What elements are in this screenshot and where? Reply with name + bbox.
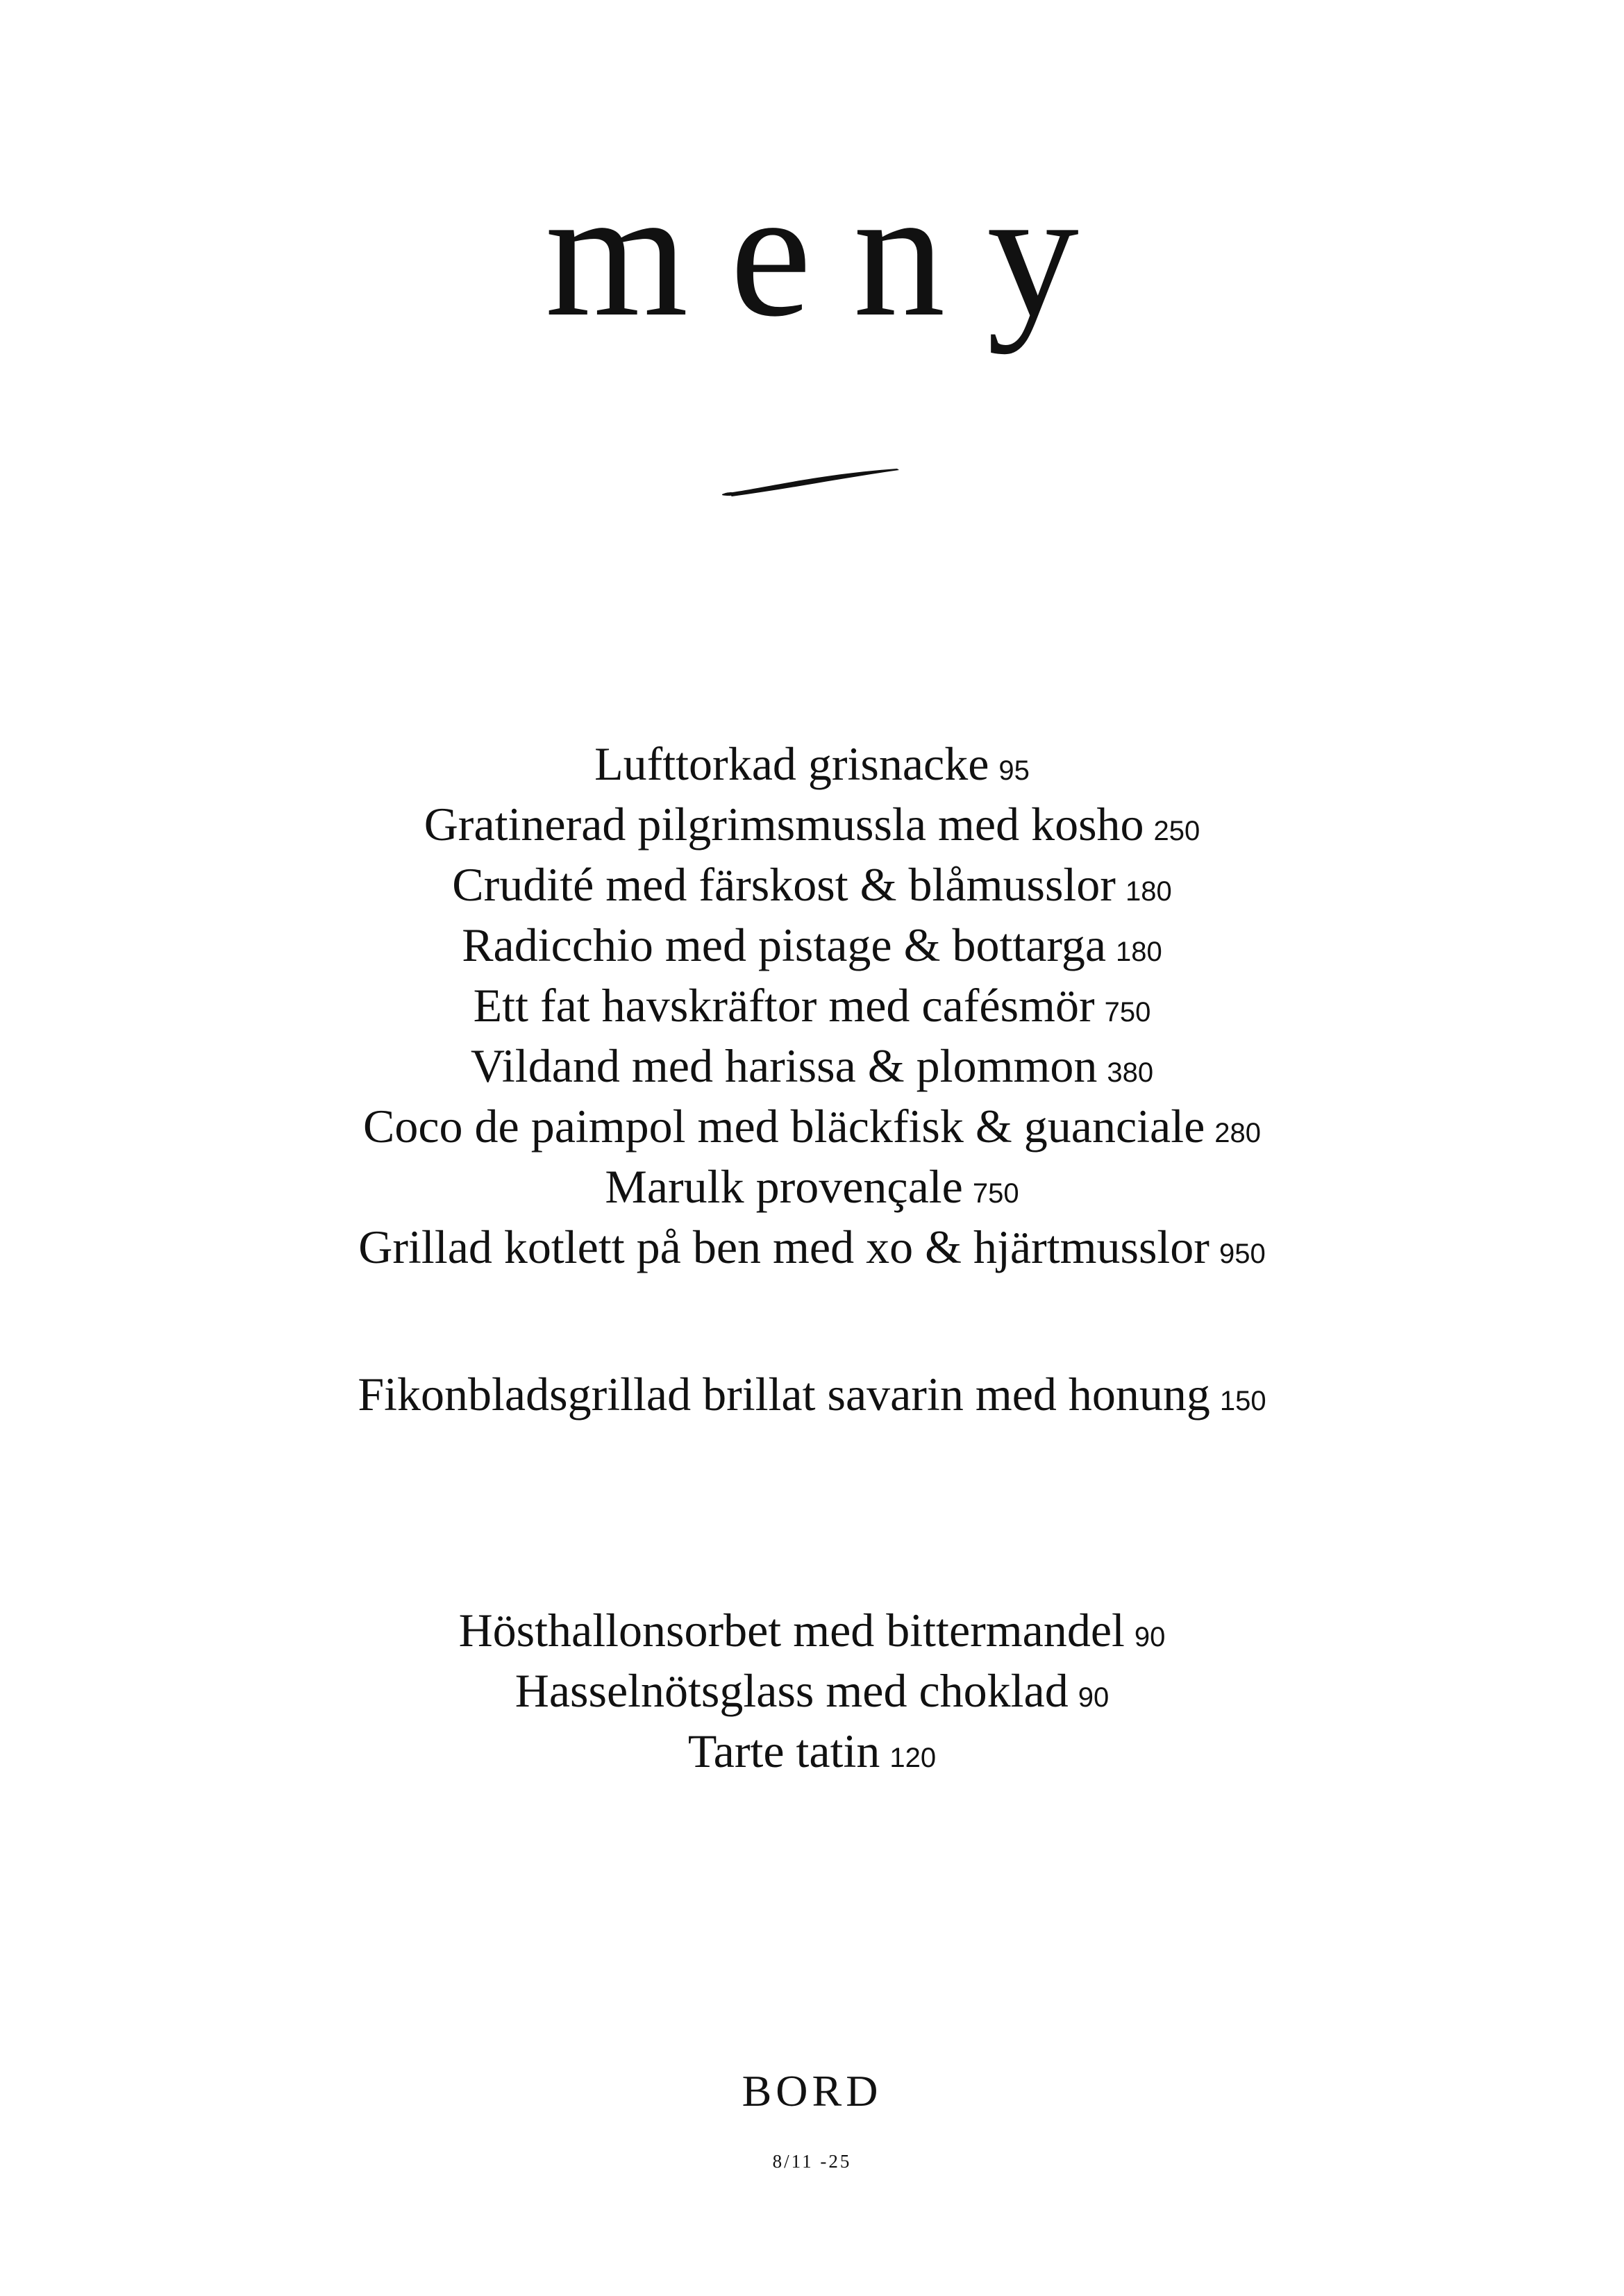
item-price: 280: [1214, 1118, 1262, 1148]
menu-item: [0, 1039, 1624, 1100]
item-price: 750: [1104, 997, 1151, 1028]
item-price: 90: [1134, 1622, 1166, 1652]
item-price: 180: [1116, 937, 1162, 967]
menu-item: [0, 1725, 1624, 1785]
item-name: Tarte tatin: [687, 1725, 880, 1777]
menu-item: [0, 1368, 1624, 1428]
item-name: Hösthallonsorbet med bittermandel: [458, 1604, 1125, 1657]
menu-item: [0, 1221, 1624, 1281]
item-name: Lufttorkad grisnacke: [594, 737, 989, 790]
item-price: 120: [889, 1743, 937, 1773]
menu-item: [0, 737, 1624, 798]
desserts-section: [0, 1604, 1624, 1785]
mains-section: [0, 737, 1624, 1281]
menu-item: [0, 919, 1624, 979]
item-price: 950: [1219, 1239, 1266, 1269]
item-name: Hasselnötsglass med choklad: [514, 1664, 1069, 1717]
menu-item: [0, 858, 1624, 919]
item-price: 90: [1078, 1682, 1110, 1713]
item-price: 250: [1153, 816, 1200, 846]
item-name: Radicchio med pistage & bottarga: [462, 919, 1107, 971]
item-name: Grillad kotlett på ben med xo & hjärtmusslor: [358, 1221, 1209, 1273]
menu-title: meny: [545, 151, 1121, 355]
menu-item: [0, 798, 1624, 858]
cheese-section: [0, 1368, 1624, 1428]
item-name: Crudité med färskost & blåmusslor: [452, 858, 1116, 911]
item-name: Ett fat havskräftor med cafésmör: [473, 979, 1095, 1032]
menu-date: 8/11 -25: [772, 2151, 852, 2172]
menu-item: [0, 1160, 1624, 1221]
item-price: 150: [1219, 1386, 1266, 1416]
item-price: 750: [972, 1178, 1019, 1209]
menu-item: [0, 1664, 1624, 1725]
item-price: 180: [1125, 876, 1172, 907]
item-price: 380: [1107, 1057, 1154, 1088]
menu-item: [0, 979, 1624, 1039]
item-price: 95: [998, 755, 1030, 786]
item-name: Vildand med harissa & plommon: [470, 1039, 1098, 1092]
item-name: Coco de paimpol med bläckfisk & guanciale: [362, 1100, 1205, 1153]
item-name: Marulk provençale: [605, 1160, 963, 1213]
item-name: Fikonbladsgrillad brillat savarin med honung: [358, 1368, 1210, 1421]
restaurant-brand: BORD: [742, 2066, 882, 2115]
item-name: Gratinerad pilgrimsmussla med kosho: [424, 798, 1144, 850]
menu-item: [0, 1604, 1624, 1664]
menu-item: [0, 1100, 1624, 1160]
brush-stroke-divider-icon: [722, 462, 903, 496]
